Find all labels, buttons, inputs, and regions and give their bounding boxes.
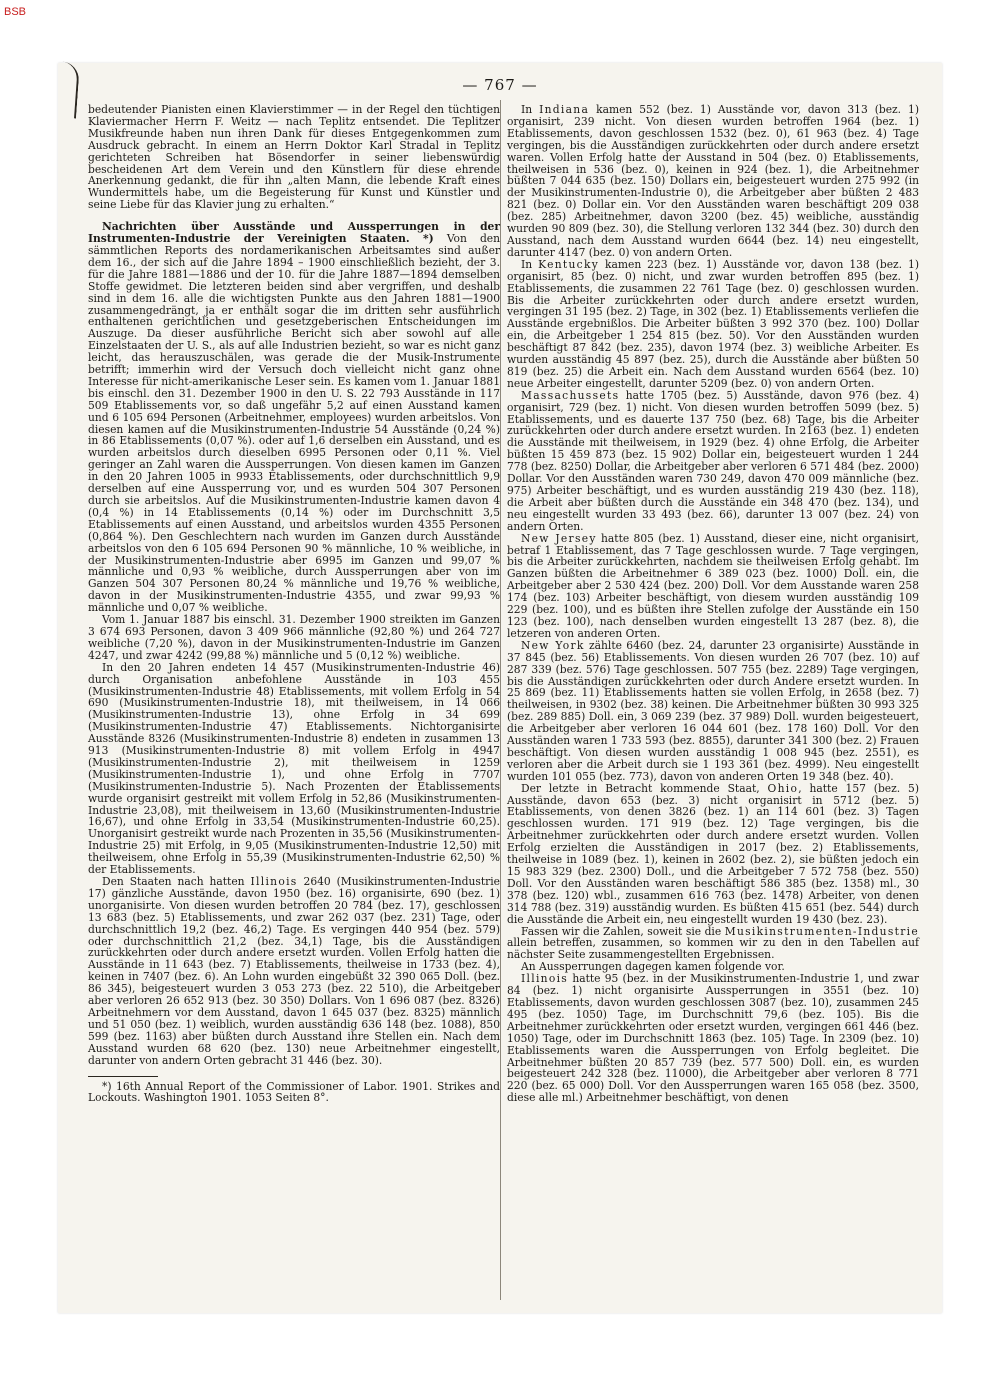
paragraph-lockouts-intro: An Aussperrungen dagegen kamen folgende vor.	[521, 960, 785, 974]
summary-lead-text: Fassen wir die Zahlen, soweit sie die	[521, 924, 722, 938]
paragraph-strikes-intro	[88, 221, 500, 614]
article-heading: Nachrichten über Ausstände und Aussperrungen in der Instrumenten-Industrie der Vereinigten Staaten. *)	[88, 220, 500, 246]
paragraph-illinois-lockouts	[507, 973, 919, 1104]
paragraph-twenty-years: In den 20 Jahren endeten 14 457 (Musikinstrumenten-Industrie 46) durch Organisation anbefohlene Ausstände in 103 455 (Musikinstrumenten-Industrie 48) Etablissements, mit vollem Erfolg in 54 690 (Musikinstrumenten-Industrie 18), mit theilweisem, in 14 066 (Musikinstrumenten-Industrie 13), ohne Erfolg in 34 699 (Musikinstrumenten-Industrie 47) Etablissements. Nichtorganisirte Ausstände 8326 (Musikinstrumenten-Industrie 8) endeten in zusammen 13 913 (Musikinstrumenten-Industrie 8) mit vollem Erfolg in 4947 (Musikinstrumenten-Industrie 2), mit theilweisem in 1259 (Musikinstrumenten-Industrie 1), und ohne Erfolg in 7707 (Musikinstrumenten-Industrie 5). Nach Prozenten der Etablissements wurde organisirt gestreikt mit vollem Erfolg in 52,86 (Musikinstrumenten-Industrie 23,08), mit theilweisem in 13,60 (Musikinstrumenten-Industrie 16,67), und ohne Erfolg in 33,54 (Musikinstrumenten-Industrie 60,25). Unorganisirt gestreikt wurde nach Prozenten in 35,56 (Musikinstrumenten-Industrie 25) mit Erfolg, in 9,05 (Musikinstrumenten-Industrie 12,50) mit theilweisem, ohne Erfolg in 55,39 (Musikinstrumenten-Industrie 62,50) % der Etablissements.	[88, 660, 500, 877]
article-intro-text: Von den sämmtlichen Reports des nordamerikanischen Arbeitsamtes sind außer dem 16., der sich auf die Jahre 1894 – 1900 einschließlich bezieht, der 3. für die Jahre 1881—1886 und der 10. für die Jahre 1887—1894 demselben Stoffe gewidmet. Die letzteren beiden sind aber vergriffen, und deshalb sind in dem 16. alle die wichtigsten Punkte aus den Jahren 1881—1900 zusammengedrängt, ja er enthält sogar die im dritten sehr ausführlich enthaltenen gerichtlichen und gesetzgeberischen Entscheidungen im Auszuge. Da dieser ausführliche Bericht sich aber sowohl auf alle Einzelstaaten der U. S., als auf alle Industrien bezieht, so war es nicht ganz leicht, das herauszuschälen, was gerade die der Musik-Instrumente betrifft; immerhin wird der Versuch doch vielleicht nicht ganz ohne Interesse für nicht-amerikanische Leser sein. Es kamen vom 1. Januar 1881 bis einschl. den 31. Dezember 1900 in den U. S. 22 793 Ausstände in 117 509 Etablissements vor, so daß ungefähr 5,2 auf einen Ausstand kamen und 6 105 694 Personen (Arbeitnehmer, employees) wurden arbeitslos. Von diesen kamen auf die Musikinstrumenten-Industrie 54 Ausstände (0,24 %) in 86 Etablissements (0,07 %). oder auf 1,6 derselben ein Ausstand, und es wurden arbeitslos durch dieselben 6995 Personen oder 0,11 %. Viel geringer an Zahl waren die Aussperrungen. Von diesen kamen im Ganzen in den 20 Jahren 1005 in 9933 Etablissements, oder durchschnittlich 9,9 derselben auf eine Aussperrung vor, und es wurden 504 307 Personen durch sie arbeitslos. Auf die Musikinstrumenten-Industrie kamen davon 4 (0,4 %) in 14 Etablissements (0,14 %) oder im Durchschnitt 3,5 Etablissements auf einen Ausstand, und arbeitslos wurden 4355 Personen (0,864 %). Den Geschlechtern nach wurden im Ganzen durch Ausstände arbeitslos von den 6 105 694 Personen 90 % männliche, 10 % weibliche, in der Musikinstrumenten-Industrie aber 6995 im Ganzen und 99,07 % männliche und 0,93 % weibliche, durch Aussperrungen aber von im Ganzen 504 307 Personen 80,24 % männliche und 19,76 % weibliche, davon in der Musikinstrumenten-Industrie 4355, und zwar 99,93 % männliche und 0,07 % weibliche.	[88, 232, 500, 615]
footnote: *) 16th Annual Report of the Commissioner of Labor. 1901. Strikes and Lockouts. Washington 1901. 1053 Seiten 8°.	[88, 1079, 500, 1105]
paragraph-massachusetts	[507, 390, 919, 533]
new-york-body-text: zählte 6460 (bez. 24, darunter 23 organisirte) Ausstände in 37 845 (bez. 56) Etablissements. Von diesen wurden 26 707 (bez. 10) auf 287 339 (bez. 576) Tage geschlossen. 507 755 (bez. 2289) Tage vergingen, bis die Ausständigen zurückkehrten oder durch Andere ersetzt wurden. In 25 869 (bez. 11) Etablissements hatten sie vollen Erfolg, in 2658 (bez. 7) theilweisen, in 9302 (bez. 38) keinen. Die Arbeitnehmer büßten 30 993 325 (bez. 289 885) Doll. ein, 3 069 239 (bez. 37 989) Doll. wurden beigesteuert, die Arbeitgeber aber verloren 16 044 601 (bez. 178 160) Doll. Vor den Ausständen waren 1 733 593 (bez. 8855), darunter 341 300 (bez. 2) Frauen beschäftigt. Von diesen wurden ausständig 1 008 945 (bez. 2551), es verloren aber die Arbeit durch sie 1 193 361 (bez. 4999). Neu eingestellt wurden 101 055 (bez. 773), davon von anderen Orten 19 348 (bez. 40).	[507, 638, 919, 783]
illinois-lead-text: Den Staaten nach hatten	[102, 875, 245, 888]
ohio-lead-text: Der letzte in Betracht kommende Staat,	[521, 781, 760, 795]
paragraph-summary	[507, 926, 919, 962]
state-name-ohio: Ohio	[767, 781, 799, 795]
right-column	[507, 104, 919, 1104]
state-name-illinois: Illinois	[250, 875, 298, 888]
paragraph-teplitz: bedeutender Pianisten einen Klavierstimmer — in der Regel den tüchtigen Klaviermacher Herrn F. Weitz — nach Teplitz entsendet. Die Teplitzer Musikfreunde haben nun ihren Dank für dieses Entgegenkommen zum Ausdruck gebracht. In einem an Herrn Doktor Karl Stradal in Teplitz gerichteten Schreiben hat Bösendorfer in seiner liebenswürdig bescheidenen Art dem Verein und den Künstlern für diese ehrende Anerkennung gedankt, die für ihn „alten Mann, die lebende Kraft eines Wundermittels habe, um die Begeisterung für Kunst und Künstler und seine Liebe für das Klavier jung zu erhalten.“	[88, 103, 500, 212]
state-name-new-york: New York	[521, 638, 585, 652]
paragraph-1887-1900: Vom 1. Januar 1887 bis einschl. 31. Dezember 1900 streikten im Ganzen 3 674 693 Personen, davon 3 409 966 männliche (92,80 %) und 264 727 weibliche (7,20 %), davon in der Musikinstrumenten-Industrie im Ganzen 4247, und zwar 4242 (99,88 %) männliche und 5 (0,12 %) weibliche.	[88, 613, 500, 662]
indiana-lead-text: In	[521, 103, 533, 116]
summary-body-text: allein betreffen, zusammen, so kommen wir zu den in den Tabellen auf nächster Seite zusammengestellten Ergebnissen.	[507, 936, 919, 962]
massachusetts-body-text: hatte 1705 (bez. 5) Ausstände, davon 976 (bez. 4) organisirt, 729 (bez. 1) nicht. Von diesen wurden betroffen 5099 (bez. 5) Etablissements, und es dauerte 137 750 (bez. 68) Tage, bis die Arbeiter zurückkehrten oder durch andere ersetzt wurden. In 2163 (bez. 1) endeten die Ausstände mit theilweisem, in 1929 (bez. 4) ohne Erfolg, die Arbeiter büßten 15 459 873 (bez. 15 902) Dollar ein, beigesteuert wurden 1 244 778 (bez. 8250) Dollar, die Arbeitgeber aber verloren 6 571 484 (bez. 2000) Dollar. Vor den Ausständen waren 730 249, davon 470 009 männliche (bez. 975) Arbeiter beschäftigt, und es wurden ausständig 219 430 (bez. 118), die Arbeit aber büßten durch die Ausstände ein 348 470 (bez. 134), und neu eingestellt wurden 33 493 (bez. 66), darunter 13 007 (bez. 24) von andern Orten.	[507, 388, 919, 533]
kentucky-lead-text: In	[521, 257, 533, 271]
new-jersey-body-text: hatte 805 (bez. 1) Ausstand, dieser eine, nicht organisirt, betraf 1 Etablissement, das 7 Tage geschlossen wurde. 7 Tage vergingen, bis die Arbeiter zurückkehrten, nachdem sie theilweisen Erfolg gehabt. Im Ganzen büßten die Arbeitnehmer 6 389 023 (bez. 1000) Doll. ein, die Arbeitgeber aber 2 530 424 (bez. 200) Doll. Vor dem Ausstande waren 258 174 (bez. 103) Arbeiter beschäftigt, von diesem wurden ausständig 109 229 (bez. 100), und es büßten ihre Stellen zufolge der Ausstände ein 150 123 (bez. 100), nach denselben wurden eingestellt 13 287 (bez. 8), die letzeren von anderen Orten.	[507, 531, 919, 640]
illinois-lockouts-body-text: hatte 95 (bez. in der Musikinstrumenten-Industrie 1, und zwar 84 (bez. 1) nicht organisirte Aussperrungen in 3551 (bez. 10) Etablissements, davon wurden geschlossen 3087 (bez. 10), zusammen 245 495 (bez. 1050) Tage, im Durchschnitt 79,6 (bez. 105). Bis die Arbeitnehmer zurückkehrten oder ersetzt wurden, vergingen 661 446 (bez. 1050) Tage, oder im Durchschnitt 1863 (bez. 105) Tage. In 2309 (bez. 10) Etablissements waren die Aussperrungen von Erfolg begleitet. Die Arbeitnehmer büßten 20 857 739 (bez. 577 500) Doll. ein, es wurden beigesteuert 242 328 (bez. 11000), die Arbeitgeber aber verloren 8 771 220 (bez. 65 000) Doll. Vor den Aussperrungen waren 165 058 (bez. 3500, diese alle ml.) Arbeitnehmer beschäftigt, von denen	[507, 972, 919, 1105]
industry-name: Musikinstrumenten-Industrie	[724, 924, 919, 938]
page-number: — 767 —	[462, 76, 538, 94]
indiana-body-text: kamen 552 (bez. 1) Ausstände vor, davon 313 (bez. 1) organisirt, 239 nicht. Von diesen wurden betroffen 1964 (bez. 1) Etablissements, davon geschlossen 1532 (bez. 0), 61 963 (bez. 4) Tage vergingen, bis die Ausständigen zurückkehrten oder durch andere ersetzt waren. Vollen Erfolg hatte der Ausstand in 504 (bez. 0) Etablissements, theilweisen in 536 (bez. 0), keinen in 924 (bez. 1), die Arbeitnehmer büßten 7 044 635 (bez. 150) Dollars ein, beigesteuert wurden 275 992 (in der Musikinstrumenten-Industrie 0), die Arbeitgeber aber büßten 2 483 821 (bez. 0) Dollar ein. Vor den Ausständen waren beschäftigt 209 038 (bez. 285) Arbeitnehmer, davon 3200 (bez. 45) weibliche, ausständig wurden 90 809 (bez. 30), die Stellung verloren 132 344 (bez. 30) durch den Ausstand, nach dem Ausstand wurden 6644 (bez. 14) neu eingestellt, darunter 4147 (bez. 0) von andern Orten.	[507, 103, 919, 259]
footnote-rule	[88, 1076, 158, 1077]
column-divider	[500, 100, 501, 1300]
paragraph-kentucky	[507, 259, 919, 390]
state-name-new-jersey: New Jersey	[521, 531, 597, 545]
paragraph-ohio	[507, 783, 919, 926]
paragraph-indiana	[507, 104, 919, 259]
paragraph-new-york	[507, 640, 919, 783]
ohio-body-text: , hatte 157 (bez. 5) Ausstände, davon 653 (bez. 3) nicht organisirt in 5712 (bez. 5) Etablissements, von denen 3826 (bez. 1) an 114 601 (bez. 3) Tagen geschlossen wurden. 171 919 (bez. 12) Tage vergingen, bis die Arbeitnehmer zurückkehrten oder durch andere ersetzt wurden. Vollen Erfolg erzielten die Ausständigen in 2017 (bez. 2) Etablissements, theilweise in 1089 (bez. 1), keinen in 2602 (bez. 2), sie büßten jedoch ein 15 983 329 (bez. 2300) Doll., und die Arbeitgeber 7 572 758 (bez. 550) Doll. Vor den Ausständen waren beschäftigt 586 385 (bez. 1358) ml., 30 378 (bez. 120) wbl., zusammen 616 763 (bez. 1478) Arbeiter, von denen 314 788 (bez. 319) ausständig wurden. Es büßten 415 651 (bez. 544) durch die Ausstände die Arbeit ein, neu eingestellt wurden 19 430 (bez. 23).	[507, 781, 919, 926]
state-name-indiana: Indiana	[539, 103, 590, 116]
state-name-massachusetts: Massachussets	[521, 388, 620, 402]
illinois-body-text: 2640 (Musikinstrumenten-Industrie 17) gänzliche Ausstände, davon 1950 (bez. 16) organisirte, 690 (bez. 1) unorganisirte. Von diesen wurden betroffen 20 784 (bez. 17), geschlossen 13 683 (bez. 5) Etablissements, und zwar 262 037 (bez. 231) Tage, oder durchschnittlich 19,2 (bez. 46,2) Tage. Es vergingen 440 954 (bez. 579) oder durchschnittlich 21,2 (bez. 34,1) Tage, bis die Ausständigen zurückkehrten oder durch andere ersetzt wurden. Vollen Erfolg hatten die Ausstände in 11 643 (bez. 7) Etablissements, theilweise in 1733 (bez. 4), keinen in 7407 (bez. 6). An Lohn wurden eingebüßt 32 390 065 Doll. (bez. 86 345), beigesteuert wurden 3 053 273 (bez. 22 510), die Arbeitgeber aber verloren 26 652 913 (bez. 30 350) Dollars. Von 1 696 087 (bez. 8326) Arbeitnehmern vor dem Ausstand, davon 1 645 037 (bez. 8325) männlich und 51 050 (bez. 1) weiblich, wurden ausständig 636 148 (bez. 1088), 850 599 (bez. 1163) aber büßten durch Ausstand ihre Stellen ein. Nach dem Ausstand wurden 68 620 (bez. 130) neue Arbeitnehmer eingestellt, darunter von andern Orten gebracht 31 446 (bez. 30).	[88, 875, 500, 1067]
left-column	[88, 104, 500, 1104]
paragraph-new-jersey	[507, 533, 919, 640]
library-watermark: BSB	[4, 6, 27, 18]
state-name-kentucky: Kentucky	[538, 257, 600, 271]
state-name-illinois-lockouts: Illinois	[521, 972, 569, 986]
kentucky-body-text: kamen 223 (bez. 1) Ausstände vor, davon 138 (bez. 1) organisirt, 85 (bez. 0) nicht, und zwar wurden betroffen 895 (bez. 1) Etablissements, die zusammen 22 761 Tage (bez. 0) geschlossen wurden. Bis die Arbeiter zurückkehrten oder durch andere ersetzt wurden, vergingen 31 195 (bez. 2) Tage, in 302 (bez. 1) Etablissements verliefen die Ausstände ergebnißlos. Die Arbeiter büßten 3 992 370 (bez. 100) Dollar ein, die Arbeitgeber 1 254 815 (bez. 50). Vor den Ausständen wurden beschäftigt 87 842 (bez. 235), davon 1974 (bez. 3) weibliche Arbeiter. Es wurden ausständig 45 897 (bez. 25), durch die Ausstände aber büßten 50 819 (bez. 25) die Arbeit ein. Nach dem Ausstand wurden 6564 (bez. 10) neue Arbeiter eingestellt, darunter 5209 (bez. 0) von andern Orten.	[507, 257, 919, 390]
paragraph-illinois	[88, 876, 500, 1067]
